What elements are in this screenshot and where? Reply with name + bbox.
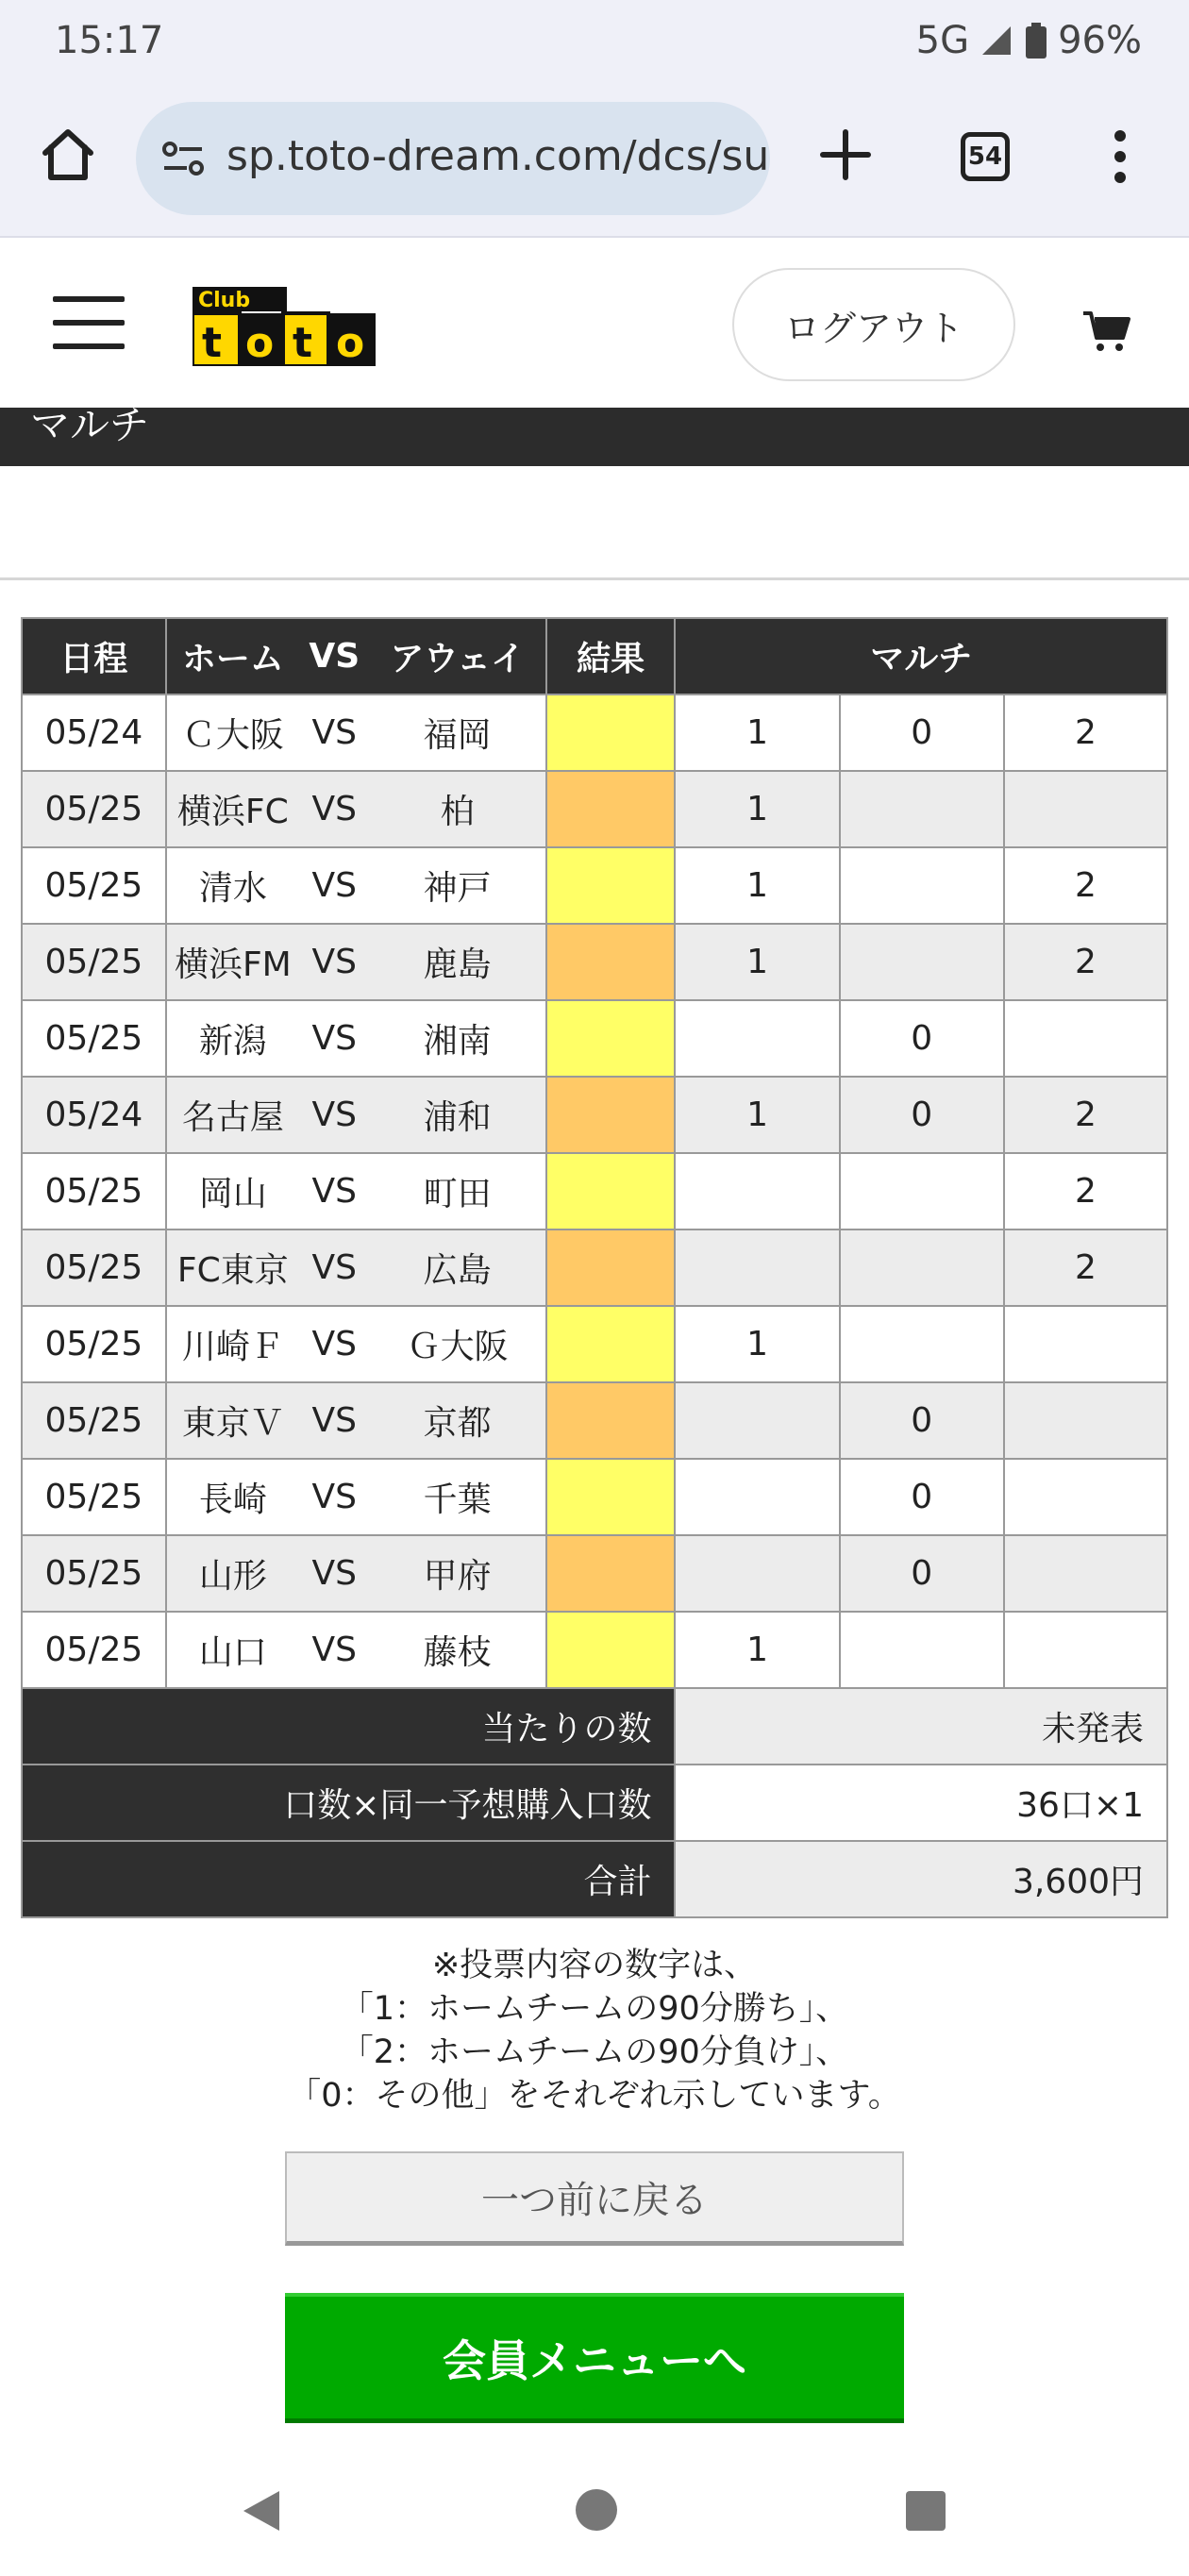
away-team: 広島: [370, 1229, 546, 1306]
pick-home-lose: 2: [1004, 847, 1167, 924]
more-options-icon[interactable]: [1104, 128, 1136, 185]
pick-home-lose: 2: [1004, 924, 1167, 1000]
battery-percent: 96%: [1058, 19, 1142, 62]
vs-label: VS: [299, 1153, 370, 1229]
vs-label: VS: [299, 694, 370, 771]
result-cell: [546, 771, 676, 847]
svg-text:Club: Club: [198, 289, 251, 312]
result-cell: [546, 1535, 676, 1612]
match-date: 05/25: [22, 924, 166, 1000]
vs-label: VS: [299, 847, 370, 924]
note-line: 「1：ホームチームの90分勝ち」、: [340, 1990, 849, 2028]
away-team: 藤枝: [370, 1612, 546, 1688]
pick-home-win: 1: [675, 924, 839, 1000]
pick-home-lose: 2: [1004, 1153, 1167, 1229]
match-date: 05/25: [22, 1612, 166, 1688]
header-date: 日程: [22, 618, 166, 694]
pick-home-win: [675, 1535, 839, 1612]
url-text: sp.toto-dream.com/dcs/su: [226, 132, 770, 180]
home-icon[interactable]: [38, 125, 98, 185]
note-line: ※投票内容の数字は、: [431, 1947, 758, 1984]
result-cell: [546, 924, 676, 1000]
pick-home-lose: [1004, 1306, 1167, 1382]
pick-home-win: 1: [675, 771, 839, 847]
result-cell: [546, 1306, 676, 1382]
match-date: 05/25: [22, 1459, 166, 1535]
vote-note: [0, 1944, 1189, 2117]
system-nav-bar: [0, 2453, 1189, 2576]
match-date: 05/25: [22, 847, 166, 924]
match-date: 05/25: [22, 1153, 166, 1229]
vs-label: VS: [299, 1612, 370, 1688]
header-away: アウェイ: [370, 618, 546, 694]
nav-home-icon[interactable]: [576, 2489, 617, 2531]
total-amount-value: 3,600円: [675, 1841, 1167, 1917]
units-count-label: 口数×同一予想購入口数: [22, 1765, 675, 1841]
match-date: 05/25: [22, 1382, 166, 1459]
pick-home-win: [675, 1153, 839, 1229]
pick-home-win: 1: [675, 1077, 839, 1153]
table-row: [22, 1306, 1167, 1382]
pick-home-lose: [1004, 1612, 1167, 1688]
pick-draw: 0: [840, 1535, 1004, 1612]
status-bar: [0, 0, 1189, 85]
result-cell: [546, 1077, 676, 1153]
header-multi: マルチ: [675, 618, 1167, 694]
pick-draw: [840, 1153, 1004, 1229]
home-team: 山形: [166, 1535, 299, 1612]
vs-label: VS: [299, 1459, 370, 1535]
pick-home-win: 1: [675, 847, 839, 924]
section-header-bar: [0, 402, 1189, 466]
pick-home-lose: [1004, 1535, 1167, 1612]
away-team: 鹿島: [370, 924, 546, 1000]
network-label: 5G: [915, 19, 970, 62]
status-time: 15:17: [55, 19, 164, 62]
tab-switcher-button[interactable]: 54: [961, 132, 1010, 181]
table-row: [22, 1612, 1167, 1688]
result-cell: [546, 1229, 676, 1306]
home-team: 清水: [166, 847, 299, 924]
logout-button[interactable]: ログアウト: [732, 268, 1015, 381]
svg-text:o: o: [336, 319, 365, 366]
new-tab-icon[interactable]: [815, 125, 876, 185]
pick-draw: 0: [840, 1077, 1004, 1153]
header-home: ホーム: [166, 618, 299, 694]
match-date: 05/25: [22, 1000, 166, 1077]
hits-count-label: 当たりの数: [22, 1688, 675, 1765]
pick-home-win: 1: [675, 1306, 839, 1382]
back-button[interactable]: 一つ前に戻る: [285, 2151, 904, 2246]
table-row: [22, 771, 1167, 847]
result-cell: [546, 1612, 676, 1688]
table-row: [22, 1000, 1167, 1077]
total-amount-label: 合計: [22, 1841, 675, 1917]
home-team: 横浜FM: [166, 924, 299, 1000]
home-team: Ｃ大阪: [166, 694, 299, 771]
result-cell: [546, 1153, 676, 1229]
summary-row: [22, 1841, 1167, 1917]
table-row: [22, 1535, 1167, 1612]
vs-label: VS: [299, 771, 370, 847]
pick-draw: 0: [840, 1000, 1004, 1077]
home-team: 東京Ｖ: [166, 1382, 299, 1459]
member-menu-button[interactable]: 会員メニューへ: [285, 2293, 904, 2423]
away-team: 湘南: [370, 1000, 546, 1077]
pick-home-win: [675, 1382, 839, 1459]
pick-draw: 0: [840, 1459, 1004, 1535]
divider: [0, 577, 1189, 580]
svg-text:t: t: [202, 319, 223, 366]
result-cell: [546, 694, 676, 771]
home-team: 横浜FC: [166, 771, 299, 847]
pick-draw: [840, 1306, 1004, 1382]
away-team: 神戸: [370, 847, 546, 924]
table-row: [22, 1153, 1167, 1229]
match-date: 05/25: [22, 1306, 166, 1382]
url-bar[interactable]: [136, 102, 770, 215]
pick-home-win: [675, 1459, 839, 1535]
match-date: 05/24: [22, 694, 166, 771]
header-result: 結果: [546, 618, 676, 694]
pick-home-lose: 2: [1004, 694, 1167, 771]
table-row: [22, 1382, 1167, 1459]
match-date: 05/25: [22, 1535, 166, 1612]
table-row: [22, 694, 1167, 771]
away-team: 福岡: [370, 694, 546, 771]
pick-home-win: 1: [675, 1612, 839, 1688]
pick-draw: [840, 771, 1004, 847]
away-team: 柏: [370, 771, 546, 847]
pick-draw: [840, 924, 1004, 1000]
svg-text:o: o: [245, 319, 275, 366]
away-team: 京都: [370, 1382, 546, 1459]
nav-back-icon[interactable]: [240, 2487, 283, 2534]
result-cell: [546, 1382, 676, 1459]
table-row: [22, 1229, 1167, 1306]
away-team: 千葉: [370, 1459, 546, 1535]
home-team: 川崎Ｆ: [166, 1306, 299, 1382]
pick-home-lose: 2: [1004, 1229, 1167, 1306]
units-count-value: 36口×1: [675, 1765, 1167, 1841]
table-row: [22, 924, 1167, 1000]
pick-home-lose: 2: [1004, 1077, 1167, 1153]
status-indicators: [916, 19, 1142, 62]
cart-icon[interactable]: [1081, 308, 1130, 353]
club-toto-logo[interactable]: [193, 287, 376, 366]
site-settings-icon[interactable]: [162, 140, 204, 177]
away-team: 浦和: [370, 1077, 546, 1153]
pick-draw: 0: [840, 1382, 1004, 1459]
match-date: 05/25: [22, 1229, 166, 1306]
away-team: 甲府: [370, 1535, 546, 1612]
vs-label: VS: [299, 1229, 370, 1306]
site-header: [0, 240, 1189, 406]
vs-label: VS: [299, 924, 370, 1000]
home-team: FC東京: [166, 1229, 299, 1306]
home-team: 山口: [166, 1612, 299, 1688]
away-team: Ｇ大阪: [370, 1306, 546, 1382]
away-team: 町田: [370, 1153, 546, 1229]
home-team: 長崎: [166, 1459, 299, 1535]
pick-home-lose: [1004, 1459, 1167, 1535]
svg-text:t: t: [293, 319, 313, 366]
pick-home-win: [675, 1229, 839, 1306]
pick-draw: 0: [840, 694, 1004, 771]
battery-icon: [1026, 23, 1047, 59]
result-cell: [546, 847, 676, 924]
summary-row: [22, 1688, 1167, 1765]
section-title: マルチ: [30, 402, 150, 448]
vs-label: VS: [299, 1382, 370, 1459]
hamburger-menu-icon[interactable]: [53, 296, 125, 349]
summary-row: [22, 1765, 1167, 1841]
match-date: 05/25: [22, 771, 166, 847]
match-date: 05/24: [22, 1077, 166, 1153]
pick-home-lose: [1004, 1382, 1167, 1459]
table-row: [22, 1459, 1167, 1535]
signal-icon: [980, 25, 1013, 57]
result-cell: [546, 1459, 676, 1535]
home-team: 名古屋: [166, 1077, 299, 1153]
nav-recent-apps-icon[interactable]: [906, 2491, 946, 2531]
hits-count-value: 未発表: [675, 1688, 1167, 1765]
pick-home-win: 1: [675, 694, 839, 771]
table-row: [22, 1077, 1167, 1153]
pick-home-win: [675, 1000, 839, 1077]
home-team: 岡山: [166, 1153, 299, 1229]
pick-draw: [840, 1612, 1004, 1688]
pick-draw: [840, 1229, 1004, 1306]
browser-toolbar: [0, 85, 1189, 238]
pick-draw: [840, 847, 1004, 924]
vs-label: VS: [299, 1077, 370, 1153]
header-vs: VS: [299, 618, 370, 694]
vs-label: VS: [299, 1535, 370, 1612]
result-cell: [546, 1000, 676, 1077]
vote-table: [21, 617, 1168, 1918]
pick-home-lose: [1004, 771, 1167, 847]
pick-home-lose: [1004, 1000, 1167, 1077]
note-line: 「0：その他」をそれぞれ示しています。: [288, 2077, 901, 2115]
vs-label: VS: [299, 1000, 370, 1077]
table-header-row: [22, 618, 1167, 694]
vs-label: VS: [299, 1306, 370, 1382]
table-row: [22, 847, 1167, 924]
home-team: 新潟: [166, 1000, 299, 1077]
note-line: 「2：ホームチームの90分負け」、: [340, 2033, 849, 2071]
